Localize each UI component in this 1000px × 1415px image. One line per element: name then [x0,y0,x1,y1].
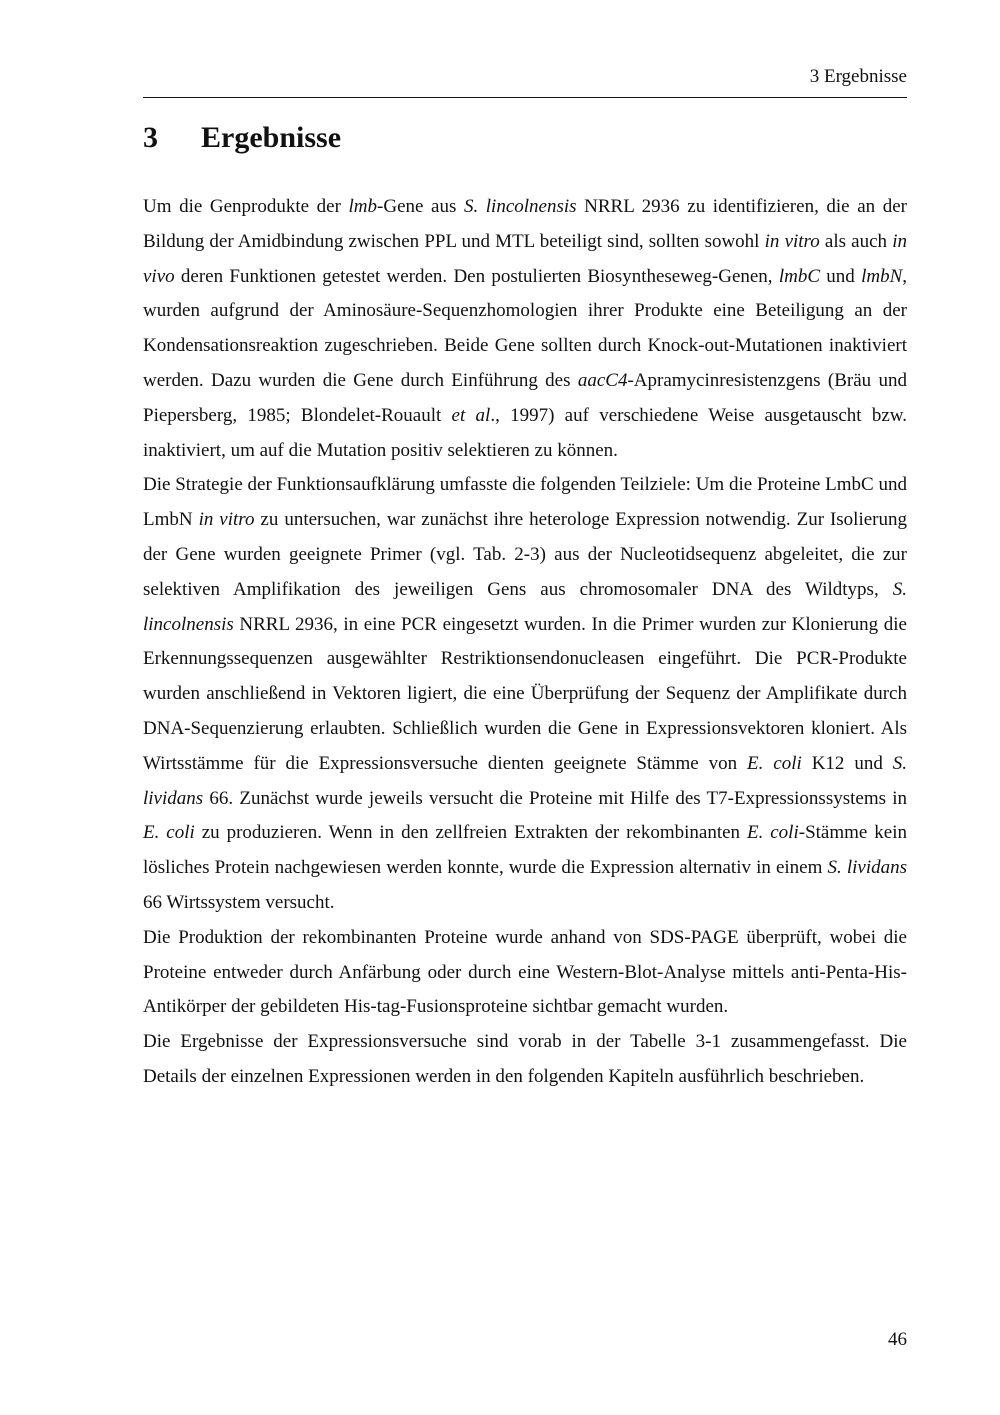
italic-text: et al [451,404,491,426]
text-run: und [820,265,862,287]
text-run: NRRL 2936 zu identifizieren, die an der Bildung der Amidbindung zwischen PPL und MTL beteiligt sind, sollten sowohl [143,196,907,252]
text-run: deren Funktionen getestet werden. Den postulierten Biosyntheseweg-Genen, [174,265,779,287]
chapter-heading [143,118,341,158]
italic-text: lmbN [861,265,903,287]
body-text [143,190,907,1095]
text-run: -Gene aus [377,196,464,217]
italic-text: in vitro [198,509,255,531]
text-run: NRRL 2936, in eine PCR eingesetzt wurden. In die Primer wurden zur Klonierung die Erkennungssequenzen ausgewählter Restriktionsendonucleasen eingeführt. Die PCR-Produkte wurden anschließend in Vektoren ligiert, die eine Überprüfung der Sequenz der Amplifikate durch DNA-Sequenzierung erlaubten. Schließlich wurden die Gene in Expressionsvektoren kloniert. Als Wirtsstämme für die Expressionsversuche dienten geeignete Stämme von [143,613,907,774]
text-run: zu untersuchen, war zunächst ihre heterologe Expression notwendig. Zur Isolierung der Gene wurden geeignete Primer (vgl. Tab. 2-3) aus der Nucleotidsequenz abgeleitet, die zur selektiven Amplifikation des jeweiligen Gens aus chromosomaler DNA des Wildtyps, [143,509,908,600]
italic-text: in vivo [143,230,907,287]
text-run: K12 und [801,752,893,774]
italic-text: lmb [348,196,378,217]
paragraph [143,190,907,468]
italic-text: in vitro [764,230,820,252]
italic-text: S. lividans [143,752,907,809]
text-run: zu produzieren. Wenn in den zellfreien Extrakten der rekombinanten [194,822,747,844]
italic-text: S. lividans [827,857,907,879]
text-run: Die Strategie der Funktionsaufklärung umfasste die folgenden Teilziele: Um die Proteine LmbC und LmbN [143,474,907,531]
running-header: 3 Ergebnisse [143,64,907,98]
text-run: , wurden aufgrund der Aminosäure-Sequenzhomologien ihrer Produkte eine Beteiligung an der Kondensationsreaktion zugeschrieben. Beide Gene sollten durch Knock-out-Mutationen inaktiviert werden. Dazu wurden die Gene durch Einführung des [143,265,907,391]
chapter-title: Ergebnisse [201,121,342,154]
page-number: 46 [888,1329,907,1350]
text-run: ., 1997) auf verschiedene Weise ausgetauscht bzw. inaktiviert, um auf die Mutation positiv selektieren zu können. [143,404,908,461]
italic-text: E. coli [746,822,799,844]
text-run: Die Ergebnisse der Expressionsversuche sind vorab in der Tabelle 3-1 zusammengefasst. Die Details der einzelnen Expressionen werden in den folgenden Kapiteln ausführlich beschrieben. [143,1031,907,1087]
paragraph [143,468,907,920]
italic-text: E. coli [143,822,195,844]
paragraph [143,1025,907,1095]
text-run: 66 Wirtssystem versucht. [143,891,335,913]
italic-text: aacC4 [577,369,628,391]
text-run: Um die Genprodukte der [143,196,349,217]
text-run: als auch [819,230,893,252]
text-run: Die Produktion der rekombinanten Proteine wurde anhand von SDS-PAGE überprüft, wobei die Proteine entweder durch Anfärbung oder durch eine Western-Blot-Analyse mittels anti-Penta-His-Antikörper der gebildeten His-tag-Fusionsproteine sichtbar gemacht wurden. [143,926,907,1018]
italic-text: E. coli [747,752,802,774]
text-run: -Apramycinresistenzgens (Bräu und Piepersberg, 1985; Blondelet-Rouault [143,369,907,426]
italic-text: S. lincolnensis [143,578,907,635]
italic-text: lmbC [778,265,821,287]
text-run: -Stämme kein lösliches Protein nachgewiesen werden konnte, wurde die Expression alternativ in einem [143,822,907,879]
italic-text: S. lincolnensis [463,196,577,217]
paragraph [143,921,907,1025]
text-run: 66. Zunächst wurde jeweils versucht die Proteine mit Hilfe des T7-Expressionssystems in [203,787,907,809]
chapter-number: 3 [143,121,158,154]
